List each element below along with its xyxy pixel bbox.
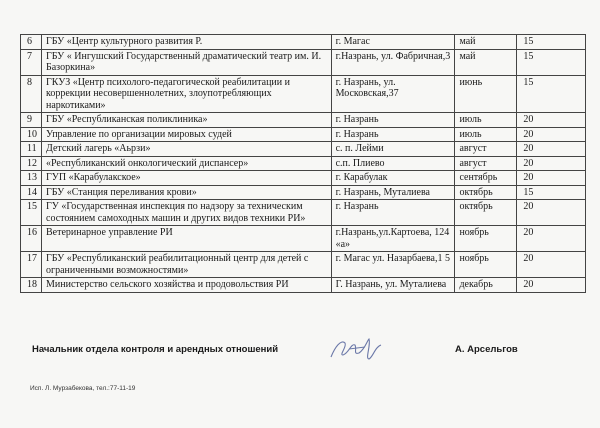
organization-name: ГБУ « Ингушский Государственный драматический театр им. И. Базоркина» <box>42 49 332 75</box>
inspection-month: август <box>455 156 517 171</box>
duration-days: 15 <box>517 35 586 50</box>
organization-name: ГБУ «Республиканский реабилитационный центр для детей с ограниченными возможностями» <box>42 252 332 278</box>
inspection-month: октябрь <box>455 185 517 200</box>
duration-days: 20 <box>517 200 586 226</box>
handwritten-signature <box>325 333 395 363</box>
address: с. п. Лейми <box>331 142 455 157</box>
organization-name: Ветеринарное управление РИ <box>42 226 332 252</box>
signatory-name: А. Арсельгов <box>455 344 518 355</box>
organization-name: Министерство сельского хозяйства и продовольствия РИ <box>42 278 332 293</box>
table-row <box>21 49 586 75</box>
duration-days: 20 <box>517 171 586 186</box>
row-number: 9 <box>21 113 42 128</box>
duration-days: 20 <box>517 278 586 293</box>
organization-name: ГУП «Карабулакское» <box>42 171 332 186</box>
row-number: 17 <box>21 252 42 278</box>
row-number: 14 <box>21 185 42 200</box>
row-number: 13 <box>21 171 42 186</box>
table-row <box>21 252 586 278</box>
address: г. Назрань <box>331 200 455 226</box>
schedule-table <box>20 34 586 293</box>
table-row <box>21 278 586 293</box>
duration-days: 20 <box>517 127 586 142</box>
organization-name: ГУ «Государственная инспекция по надзору за техническим состоянием самоходных машин и других видов техники РИ» <box>42 200 332 226</box>
organization-name: ГБУ «Республиканская поликлиника» <box>42 113 332 128</box>
address: г.Назрань,ул.Картоева, 124 «а» <box>331 226 455 252</box>
inspection-month: ноябрь <box>455 226 517 252</box>
duration-days: 15 <box>517 75 586 113</box>
address: г. Магас <box>331 35 455 50</box>
duration-days: 15 <box>517 185 586 200</box>
row-number: 8 <box>21 75 42 113</box>
address: с.п. Плиево <box>331 156 455 171</box>
inspection-month: май <box>455 49 517 75</box>
table-row <box>21 200 586 226</box>
organization-name: Детский лагерь «Аьрзи» <box>42 142 332 157</box>
organization-name: ГБУ «Центр культурного развития Р. <box>42 35 332 50</box>
inspection-month: июль <box>455 113 517 128</box>
address: г. Назрань <box>331 113 455 128</box>
inspection-month: ноябрь <box>455 252 517 278</box>
inspection-month: декабрь <box>455 278 517 293</box>
table-row <box>21 113 586 128</box>
row-number: 12 <box>21 156 42 171</box>
duration-days: 20 <box>517 113 586 128</box>
organization-name: Управление по организации мировых судей <box>42 127 332 142</box>
address: г. Магас ул. Назарбаева,1 5 <box>331 252 455 278</box>
address: г. Карабулак <box>331 171 455 186</box>
inspection-month: октябрь <box>455 200 517 226</box>
table-row <box>21 35 586 50</box>
organization-name: ГБУ «Станция переливания крови» <box>42 185 332 200</box>
executor-contact: Исп. Л. Мурзабекова, тел.:77-11-19 <box>30 385 136 392</box>
organization-name: ГКУЗ «Центр психолого-педагогической реабилитации и коррекции несовершеннолетних, злоупотребляющих наркотиками» <box>42 75 332 113</box>
table-row <box>21 156 586 171</box>
row-number: 15 <box>21 200 42 226</box>
table-row <box>21 226 586 252</box>
row-number: 11 <box>21 142 42 157</box>
table-row <box>21 171 586 186</box>
duration-days: 20 <box>517 226 586 252</box>
inspection-month: июль <box>455 127 517 142</box>
organization-name: «Республиканский онкологический диспансер» <box>42 156 332 171</box>
duration-days: 15 <box>517 49 586 75</box>
address: г. Назрань, ул. Московская,37 <box>331 75 455 113</box>
row-number: 18 <box>21 278 42 293</box>
row-number: 16 <box>21 226 42 252</box>
inspection-month: сентябрь <box>455 171 517 186</box>
row-number: 10 <box>21 127 42 142</box>
address: г. Назрань, Муталиева <box>331 185 455 200</box>
address: г. Назрань <box>331 127 455 142</box>
inspection-month: июнь <box>455 75 517 113</box>
row-number: 6 <box>21 35 42 50</box>
row-number: 7 <box>21 49 42 75</box>
position-title: Начальник отдела контроля и арендных отношений <box>32 344 279 355</box>
address: Г. Назрань, ул. Муталиева <box>331 278 455 293</box>
duration-days: 20 <box>517 156 586 171</box>
table-row <box>21 142 586 157</box>
inspection-month: август <box>455 142 517 157</box>
duration-days: 20 <box>517 252 586 278</box>
inspection-month: май <box>455 35 517 50</box>
table-row <box>21 75 586 113</box>
duration-days: 20 <box>517 142 586 157</box>
table-row <box>21 185 586 200</box>
address: г.Назрань, ул. Фабричная,3 <box>331 49 455 75</box>
table-row <box>21 127 586 142</box>
